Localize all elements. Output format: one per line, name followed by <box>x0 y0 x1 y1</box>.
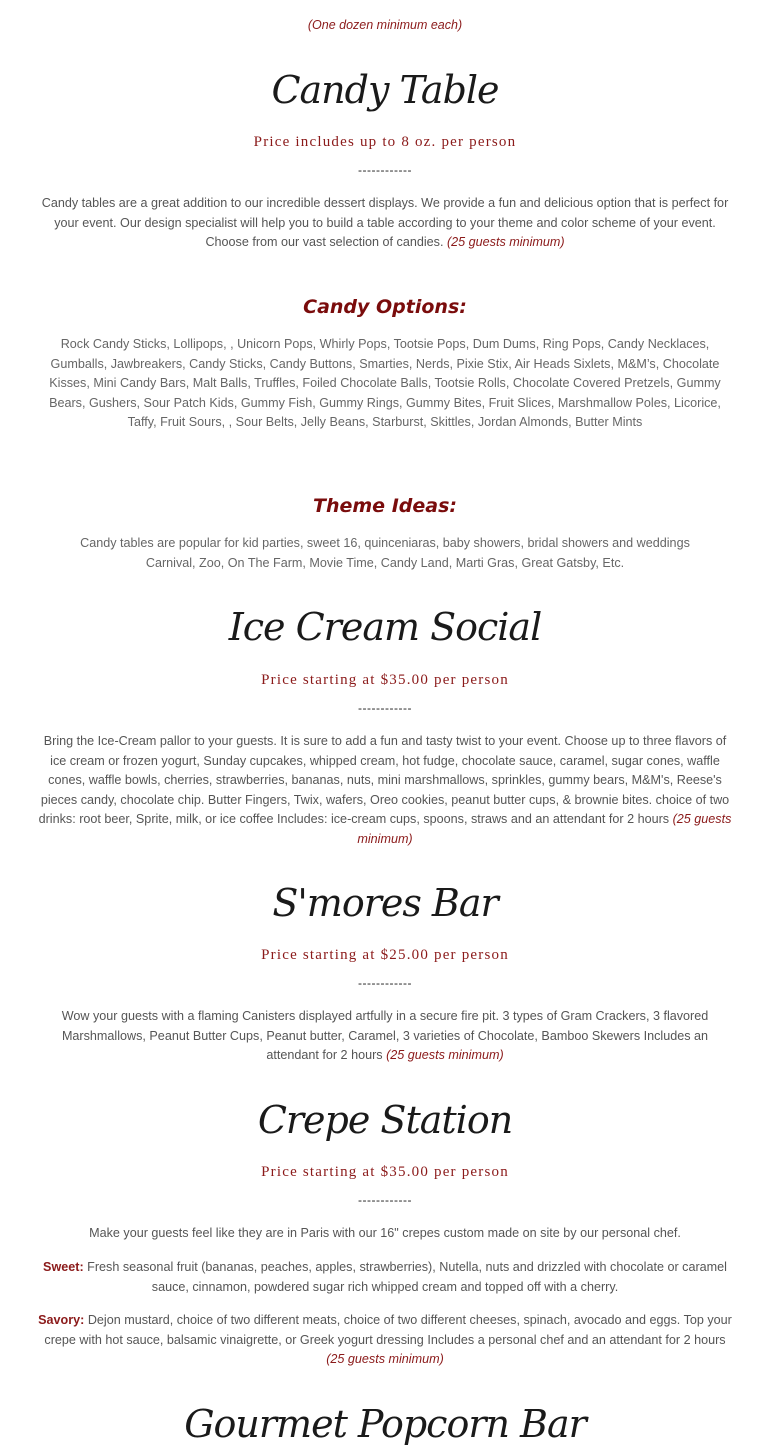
candy-table-description-text: Candy tables are a great addition to our incredible dessert displays. We provide a fun and delicious option that is perfect for your event. Our design specialist will help you to build a table according to your theme and color scheme of your event. Choose from our vast selection of candies. <box>41 196 729 250</box>
theme-ideas-line-1: Candy tables are popular for kid parties, sweet 16, quinceniaras, baby showers, bridal showers and weddings <box>80 536 690 550</box>
smores-bar-description <box>46 1007 724 1066</box>
dozen-minimum-note: (One dozen minimum each) <box>307 18 463 32</box>
crepe-station-minimum: (25 guests minimum) <box>326 1352 444 1367</box>
smores-bar-minimum: (25 guests minimum) <box>386 1048 504 1063</box>
candy-table-title: Candy Table <box>271 68 499 112</box>
candy-table-minimum: (25 guests minimum) <box>446 235 565 250</box>
crepe-station-divider: ------------ <box>358 1193 412 1207</box>
gourmet-popcorn-bar-title: Gourmet Popcorn Bar <box>184 1402 586 1446</box>
crepe-sweet-options <box>36 1258 734 1297</box>
crepe-station-price: Price starting at $35.00 per person <box>261 1164 509 1180</box>
ice-cream-social-divider: ------------ <box>358 701 412 715</box>
smores-bar-price: Price starting at $25.00 per person <box>261 947 509 963</box>
theme-ideas-line-2: Carnival, Zoo, On The Farm, Movie Time, Candy Land, Marti Gras, Great Gatsby, Etc. <box>145 555 625 570</box>
crepe-savory-options <box>36 1311 734 1370</box>
smores-bar-divider: ------------ <box>358 976 412 990</box>
candy-table-price: Price includes up to 8 oz. per person <box>253 134 517 150</box>
smores-bar-description-text: Wow your guests with a flaming Canisters displayed artfully in a secure fire pit. 3 types of Gram Crackers, 3 flavored Marshmallows, Peanut Butter Cups, Peanut butter, Caramel, 3 varieties of Chocolate, Bamboo Skewers Includes an attendant for 2 hours <box>61 1009 709 1063</box>
crepe-sweet-text: Fresh seasonal fruit (bananas, peaches, apples, strawberries), Nutella, nuts and drizzled with chocolate or caramel sauce, cinnamon, powdered sugar rich whipped cream and topped off with a cherry. <box>87 1260 727 1294</box>
candy-table-description <box>38 194 732 253</box>
ice-cream-social-description-text: Bring the Ice-Cream pallor to your guests. It is sure to add a fun and tasty twist to your event. Choose up to three flavors of ice cream or frozen yogurt, Sunday cupcakes, whipped cream, hot fudge, chocolate sauce, caramel, sugar cones, waffle cones, waffle bowls, cherries, strawberries, bananas, nuts, mini marshmallows, sprinkles, gummy bears, M&M's, Reese's pieces candy, chocolate chip. Butter Fingers, Twix, wafers, Oreo cookies, peanut butter cups, & brownie bites. choice of two drinks: root beer, Sprite, milk, or ice coffee Includes: ice-cream cups, spoons, straws and an attendant for 2 hours <box>38 734 730 827</box>
crepe-savory-label: Savory: <box>38 1313 85 1327</box>
smores-bar-title: S'mores Bar <box>272 881 498 925</box>
ice-cream-social-description <box>36 732 734 850</box>
ice-cream-social-price: Price starting at $35.00 per person <box>261 672 509 688</box>
ice-cream-social-minimum: (25 guests minimum) <box>357 812 732 846</box>
crepe-sweet-label: Sweet: <box>43 1260 84 1274</box>
crepe-station-intro: Make your guests feel like they are in Paris with our 16" crepes custom made on site by our personal chef. <box>89 1226 681 1240</box>
candy-options-heading: Candy Options: <box>303 296 467 318</box>
crepe-savory-text: Dejon mustard, choice of two different meats, choice of two different cheeses, spinach, avocado and eggs. Top your crepe with hot sauce, balsamic vinaigrette, or Greek yogurt dressing Includes a personal chef and an attendant for 2 hours <box>44 1313 732 1347</box>
theme-ideas-heading: Theme Ideas: <box>313 495 457 517</box>
candy-table-divider: ------------ <box>358 163 412 177</box>
candy-options-list: Rock Candy Sticks, Lollipops, , Unicorn Pops, Whirly Pops, Tootsie Pops, Dum Dums, Ring Pops, Candy Necklaces, Gumballs, Jawbreakers, Candy Sticks, Candy Buttons, Smarties, Nerds, Pixie Stix, Air Heads Sixlets, M&M’s, Chocolate Kisses, Mini Candy Bars, Malt Balls, Truffles, Foiled Chocolate Balls, Tootsie Rolls, Chocolate Covered Pretzels, Gummy Bears, Gushers, Sour Patch Kids, Gummy Fish, Gummy Rings, Gummy Bites, Fruit Slices, Marshmallow Poles, Licorice, Taffy, Fruit Sours, , Sour Belts, Jelly Beans, Starburst, Skittles, Jordan Almonds, Butter Mints <box>49 337 721 430</box>
theme-ideas-text <box>30 534 740 573</box>
crepe-station-title: Crepe Station <box>257 1098 513 1142</box>
ice-cream-social-title: Ice Cream Social <box>228 605 542 649</box>
